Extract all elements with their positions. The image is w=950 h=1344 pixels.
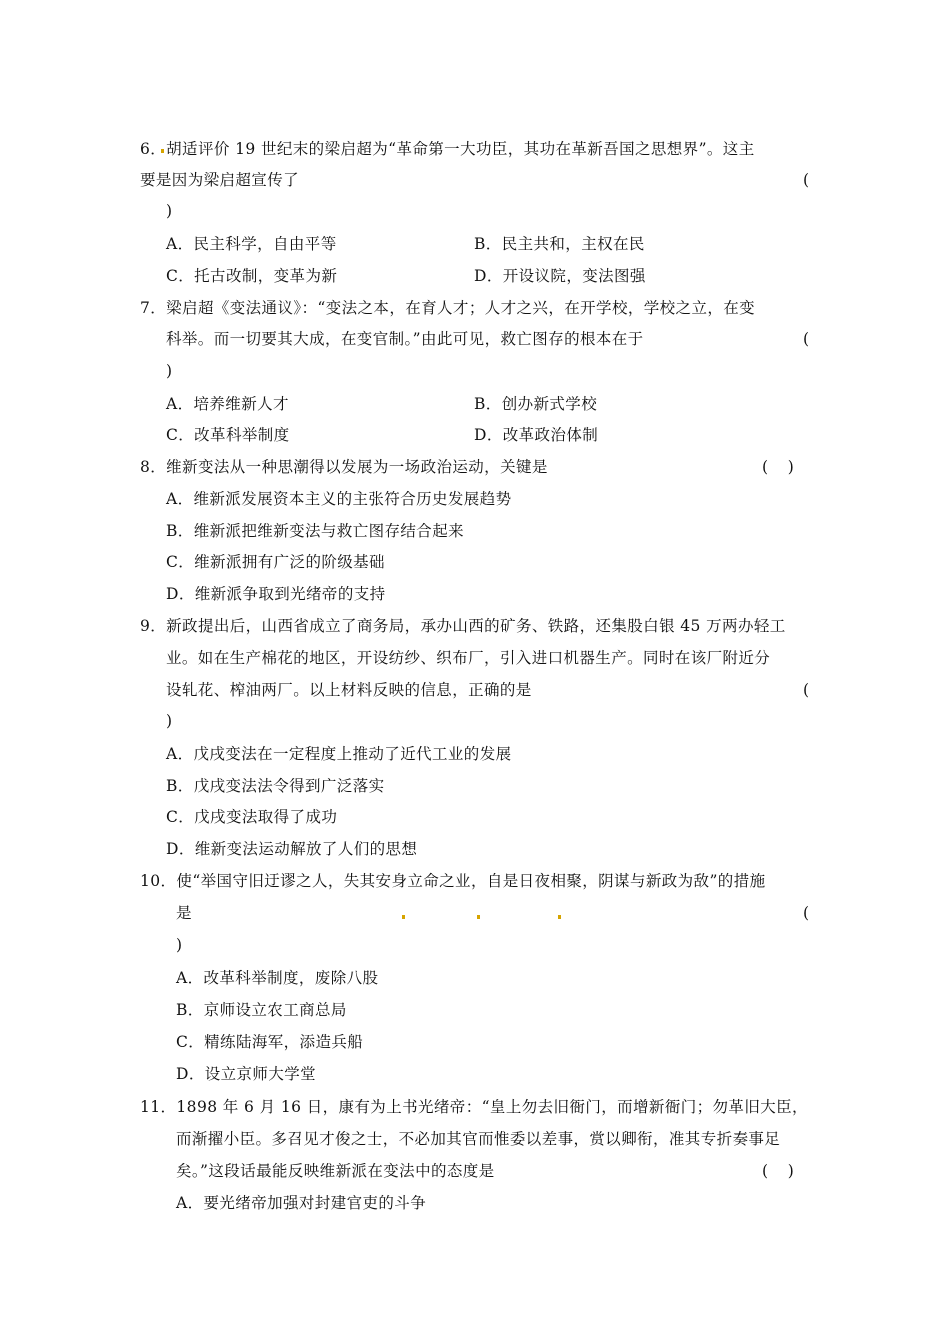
answer-paren-close: )	[166, 202, 173, 220]
answer-paren-close: )	[166, 712, 173, 730]
question-11-stem-line-1: 11．1898 年 6 月 16 日，康有为上书光绪帝：“皇上勿去旧衙门，而增新衙门；勿革旧大臣，	[140, 1098, 808, 1116]
answer-paren-open: (	[803, 330, 810, 348]
answer-paren-open: (	[803, 904, 810, 922]
answer-paren-open: (	[803, 681, 810, 699]
question-11-stem-line-2: 而渐擢小臣。多召见才俊之士，不必加其官而惟委以差事，赏以卿衔，准其专折奏事足	[176, 1130, 781, 1148]
option-c: C．维新派拥有广泛的阶级基础	[166, 553, 385, 571]
option-d: D．设立京师大学堂	[176, 1065, 317, 1083]
question-10-stem-line-2: 是	[176, 904, 192, 922]
answer-paren: ( )	[762, 1162, 794, 1180]
mark-dot	[558, 915, 561, 919]
question-10-stem-line-1: 10．使“举国守旧迂谬之人，失其安身立命之业，自是日夜相聚，阴谋与新政为敌”的措施	[140, 872, 766, 890]
option-a: A．民主科学，自由平等	[166, 235, 337, 253]
question-9-stem-line-3: 设轧花、榨油两厂。以上材料反映的信息，正确的是	[166, 681, 532, 699]
option-d: D．开设议院，变法图强	[474, 267, 646, 285]
answer-paren-open: (	[803, 171, 810, 189]
option-c: C．改革科举制度	[166, 426, 290, 444]
answer-paren-close: )	[176, 936, 183, 954]
question-8-stem-line-1: 8．维新变法从一种思潮得以发展为一场政治运动，关键是	[140, 458, 548, 476]
question-9-stem-line-2: 业。如在生产棉花的地区，开设纺纱、织布厂，引入进口机器生产。同时在该厂附近分	[166, 649, 771, 667]
option-d: D．维新派争取到光绪帝的支持	[166, 585, 386, 603]
option-c: C．精练陆海军，添造兵船	[176, 1033, 364, 1051]
option-a: A．培养维新人才	[166, 395, 289, 413]
option-b: B．京师设立农工商总局	[176, 1001, 347, 1019]
option-c: C．戊戌变法取得了成功	[166, 808, 338, 826]
question-11-stem-line-3: 矣。”这段话最能反映维新派在变法中的态度是	[176, 1162, 495, 1180]
answer-paren-close: )	[166, 362, 173, 380]
option-a: A．要光绪帝加强对封建官吏的斗争	[176, 1194, 427, 1212]
question-7-stem-line-2: 科举。而一切要其大成，在变官制。”由此可见，救亡图存的根本在于	[166, 330, 644, 348]
option-b: B．创办新式学校	[474, 395, 598, 413]
question-6-stem-line-2: 要是因为梁启超宣传了	[140, 171, 300, 189]
option-b: B．维新派把维新变法与救亡图存结合起来	[166, 522, 464, 540]
answer-paren: ( )	[762, 458, 794, 476]
option-a: A．改革科举制度，废除八股	[176, 969, 379, 987]
mark-dot	[477, 915, 480, 919]
question-6-stem-line-1: 6．胡适评价 19 世纪末的梁启超为“革命第一大功臣，其功在革新吾国之思想界”。这主	[140, 140, 755, 158]
option-d: D．改革政治体制	[474, 426, 599, 444]
question-9-stem-line-1: 9．新政提出后，山西省成立了商务局，承办山西的矿务、铁路，还集股白银 45 万两办轻工	[140, 617, 786, 635]
mark-dot	[402, 915, 405, 919]
option-d: D．维新变法运动解放了人们的思想	[166, 840, 418, 858]
option-b: B．民主共和，主权在民	[474, 235, 645, 253]
option-c: C．托古改制，变革为新	[166, 267, 338, 285]
question-7-stem-line-1: 7．梁启超《变法通议》：“变法之本，在育人才；人才之兴，在开学校，学校之立，在变	[140, 299, 756, 317]
option-b: B．戊戌变法法令得到广泛落实	[166, 777, 385, 795]
option-a: A．维新派发展资本主义的主张符合历史发展趋势	[166, 490, 512, 508]
option-a: A．戊戌变法在一定程度上推动了近代工业的发展	[166, 745, 512, 763]
